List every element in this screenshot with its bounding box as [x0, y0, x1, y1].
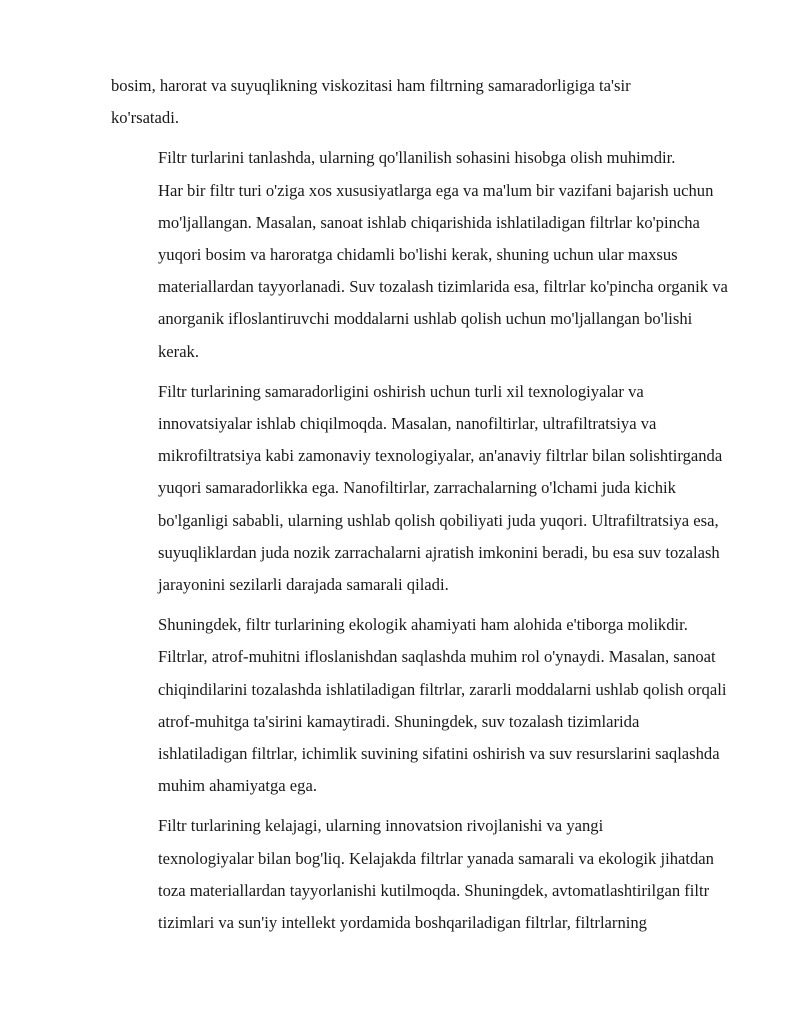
text-line: Shuningdek, filtr turlarining ekologik ahamiyati ham alohida e'tiborga molikdir. — [158, 615, 688, 635]
document-body — [111, 70, 745, 947]
text-line: ko'rsatadi. — [111, 108, 179, 128]
paragraph — [111, 376, 745, 601]
text-line: Filtr turlarining samaradorligini oshirish uchun turli xil texnologiyalar va — [158, 381, 644, 401]
text-line: ishlatiladigan filtrlar, ichimlik suvining sifatini oshirish va suv resurslarini saqlashda — [158, 744, 720, 764]
text-line: innovatsiyalar ishlab chiqilmoqda. Masalan, nanofiltirlar, ultrafiltratsiya va — [158, 414, 657, 434]
text-line: chiqindilarini tozalashda ishlatiladigan filtrlar, zararli moddalarni ushlab qolish orqali — [158, 679, 727, 699]
text-line: toza materiallardan tayyorlanishi kutilmoqda. Shuningdek, avtomatlashtirilgan filtr — [158, 880, 710, 900]
text-line: Filtr turlarining kelajagi, ularning innovatsion rivojlanishi va yangi — [158, 816, 604, 836]
text-line: texnologiyalar bilan bog'liq. Kelajakda filtrlar yanada samarali va ekologik jihatdan — [158, 848, 714, 868]
text-line: mikrofiltratsiya kabi zamonaviy texnologiyalar, an'anaviy filtrlar bilan solishtirganda — [158, 446, 723, 466]
text-line: tizimlari va sun'iy intellekt yordamida boshqariladigan filtrlar, filtrlarning — [158, 913, 647, 933]
text-line: Filtrlar, atrof-muhitni ifloslanishdan saqlashda muhim rol o'ynaydi. Masalan, sanoat — [158, 647, 716, 667]
text-line: bosim, harorat va suyuqlikning viskozitasi ham filtrning samaradorligiga ta'sir — [111, 76, 631, 95]
paragraph — [111, 609, 745, 802]
text-line: Filtr turlarini tanlashda, ularning qo'llanilish sohasini hisobga olish muhimdir. — [158, 148, 676, 168]
text-line: yuqori bosim va haroratga chidamli bo'lishi kerak, shuning uchun ular maxsus — [158, 245, 678, 265]
paragraph — [111, 70, 745, 134]
text-line: Har bir filtr turi o'ziga xos xususiyatlarga ega va ma'lum bir vazifani bajarish uchun — [158, 180, 714, 200]
text-line: materiallardan tayyorlanadi. Suv tozalash tizimlarida esa, filtrlar ko'pincha organik va — [158, 277, 728, 297]
text-line: suyuqliklardan juda nozik zarrachalarni ajratish imkonini beradi, bu esa suv tozalash — [158, 542, 720, 562]
text-line: muhim ahamiyatga ega. — [158, 776, 317, 796]
paragraph — [111, 142, 745, 367]
text-line: yuqori samaradorlikka ega. Nanofiltirlar, zarrachalarning o'lchami juda kichik — [158, 478, 676, 498]
text-line: jarayonini sezilarli darajada samarali qiladi. — [158, 575, 449, 595]
text-line: mo'ljallangan. Masalan, sanoat ishlab chiqarishida ishlatiladigan filtrlar ko'pincha — [158, 212, 700, 232]
text-line: atrof-muhitga ta'sirini kamaytiradi. Shuningdek, suv tozalash tizimlarida — [158, 711, 640, 731]
text-line: bo'lganligi sababli, ularning ushlab qolish qobiliyati juda yuqori. Ultrafiltratsiya esa, — [158, 510, 719, 530]
paragraph — [111, 810, 745, 939]
text-line: anorganik ifloslantiruvchi moddalarni ushlab qolish uchun mo'ljallangan bo'lishi — [158, 309, 693, 329]
text-line: kerak. — [158, 341, 199, 361]
